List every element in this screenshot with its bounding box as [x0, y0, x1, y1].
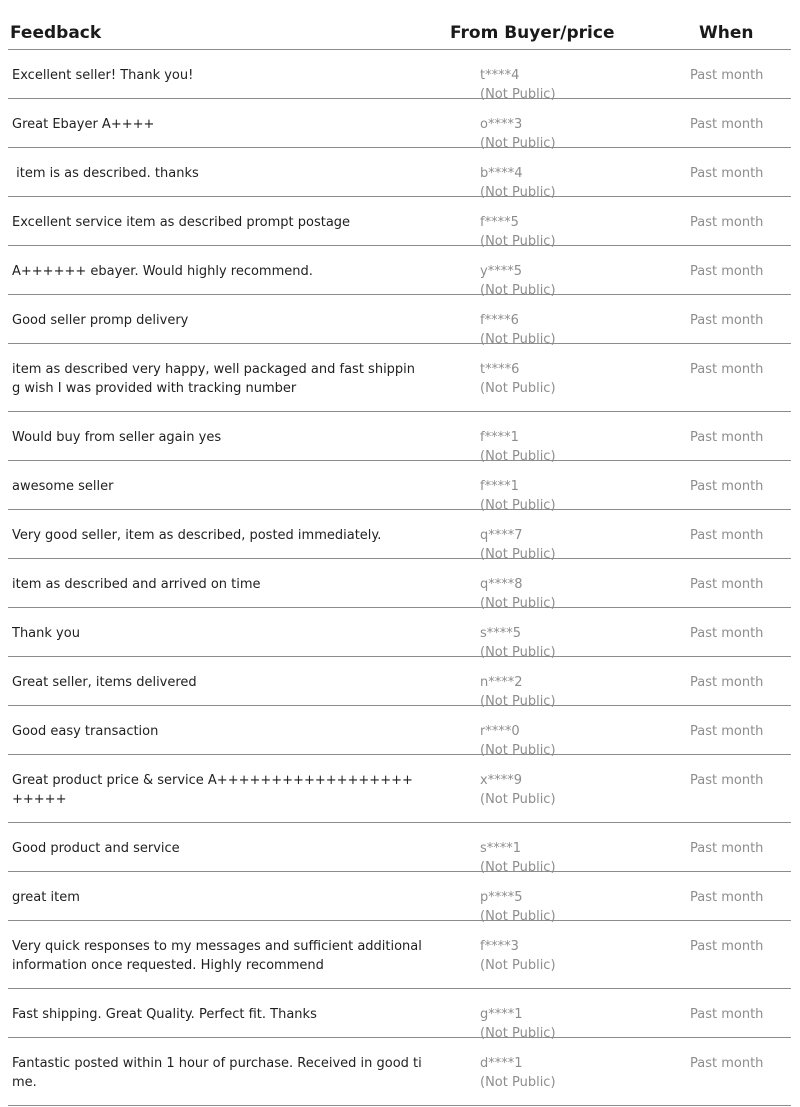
feedback-when: Past month: [690, 68, 764, 83]
buyer-id: n****2: [480, 675, 523, 690]
table-row: [8, 412, 791, 464]
buyer-visibility: (Not Public): [480, 743, 556, 758]
feedback-text: Great product price & service A+++++++++++++++++++++++: [12, 773, 413, 807]
feedback-when: Past month: [690, 1056, 764, 1071]
buyer-id: o****3: [480, 117, 523, 132]
buyer-id: b****4: [480, 166, 523, 181]
buyer-cell: [480, 771, 556, 809]
table-row: [8, 148, 791, 200]
column-header-feedback: Feedback: [10, 23, 102, 43]
feedback-text: Good seller promp delivery: [12, 313, 189, 328]
buyer-visibility: (Not Public): [480, 381, 556, 396]
feedback-text: Great Ebayer A++++: [12, 117, 155, 132]
buyer-visibility: (Not Public): [480, 332, 556, 347]
buyer-cell: [480, 937, 556, 975]
buyer-visibility: (Not Public): [480, 449, 556, 464]
table-row: [8, 657, 791, 709]
buyer-id: s****5: [480, 626, 522, 641]
feedback-when: Past month: [690, 675, 764, 690]
feedback-text: Would buy from seller again yes: [12, 430, 222, 445]
table-row: [8, 99, 791, 151]
feedback-when: Past month: [690, 430, 764, 445]
buyer-id: p****5: [480, 890, 523, 905]
feedback-when: Past month: [690, 939, 764, 954]
table-row: [8, 989, 791, 1041]
buyer-visibility: (Not Public): [480, 909, 556, 924]
table-row: [8, 246, 791, 298]
table-row: [8, 461, 791, 513]
column-header-from-buyer: From Buyer/price: [450, 23, 615, 43]
buyer-visibility: (Not Public): [480, 860, 556, 875]
buyer-id: f****1: [480, 479, 519, 494]
buyer-id: r****0: [480, 724, 520, 739]
feedback-when: Past month: [690, 841, 764, 856]
table-row: [8, 344, 791, 412]
feedback-text: Fantastic posted within 1 hour of purchase. Received in good time.: [12, 1056, 422, 1090]
feedback-text: Very good seller, item as described, posted immediately.: [12, 528, 382, 543]
feedback-when: Past month: [690, 626, 764, 641]
buyer-visibility: (Not Public): [480, 1075, 556, 1090]
feedback-text: awesome seller: [12, 479, 114, 494]
feedback-when: Past month: [690, 264, 764, 279]
feedback-when: Past month: [690, 479, 764, 494]
feedback-when: Past month: [690, 362, 764, 377]
buyer-visibility: (Not Public): [480, 596, 556, 611]
buyer-id: f****3: [480, 939, 519, 954]
feedback-text: item as described and arrived on time: [12, 577, 261, 592]
buyer-id: f****6: [480, 313, 519, 328]
buyer-id: q****8: [480, 577, 523, 592]
feedback-when: Past month: [690, 313, 764, 328]
buyer-id: s****1: [480, 841, 522, 856]
feedback-text: Excellent seller! Thank you!: [12, 68, 194, 83]
table-row: [8, 559, 791, 611]
table-row: [8, 823, 791, 875]
buyer-id: f****5: [480, 215, 519, 230]
feedback-when: Past month: [690, 773, 764, 788]
buyer-cell: [480, 1054, 556, 1092]
buyer-id: q****7: [480, 528, 523, 543]
feedback-when: Past month: [690, 1007, 764, 1022]
table-row: [8, 1038, 791, 1106]
buyer-id: t****6: [480, 362, 520, 377]
buyer-visibility: (Not Public): [480, 185, 556, 200]
table-row: [8, 608, 791, 660]
feedback-text: Good easy transaction: [12, 724, 159, 739]
buyer-visibility: (Not Public): [480, 1026, 556, 1041]
feedback-when: Past month: [690, 166, 764, 181]
buyer-id: f****1: [480, 430, 519, 445]
feedback-when: Past month: [690, 215, 764, 230]
table-row: [8, 295, 791, 347]
feedback-when: Past month: [690, 528, 764, 543]
buyer-visibility: (Not Public): [480, 792, 556, 807]
feedback-text: great item: [12, 890, 80, 905]
table-row: [8, 872, 791, 924]
buyer-visibility: (Not Public): [480, 958, 556, 973]
feedback-when: Past month: [690, 117, 764, 132]
buyer-id: x****9: [480, 773, 522, 788]
feedback-text: item is as described. thanks: [12, 166, 199, 181]
buyer-visibility: (Not Public): [480, 645, 556, 660]
table-row: [8, 755, 791, 823]
buyer-id: t****4: [480, 68, 520, 83]
feedback-table: [8, 0, 791, 1106]
feedback-when: Past month: [690, 724, 764, 739]
feedback-when: Past month: [690, 577, 764, 592]
feedback-text: Thank you: [12, 626, 80, 641]
feedback-text: Good product and service: [12, 841, 180, 856]
buyer-visibility: (Not Public): [480, 136, 556, 151]
buyer-visibility: (Not Public): [480, 498, 556, 513]
table-header: [8, 0, 791, 50]
table-row: [8, 197, 791, 249]
feedback-text: Excellent service item as described prompt postage: [12, 215, 351, 230]
buyer-visibility: (Not Public): [480, 694, 556, 709]
buyer-visibility: (Not Public): [480, 283, 556, 298]
table-row: [8, 510, 791, 562]
buyer-visibility: (Not Public): [480, 234, 556, 249]
buyer-id: g****1: [480, 1007, 523, 1022]
buyer-id: d****1: [480, 1056, 523, 1071]
table-row: [8, 921, 791, 989]
feedback-text: item as described very happy, well packaged and fast shipping wish I was provided with tracking number: [12, 362, 416, 396]
buyer-cell: [480, 360, 556, 398]
buyer-visibility: (Not Public): [480, 547, 556, 562]
table-row: [8, 50, 791, 102]
feedback-text: Very quick responses to my messages and sufficient additional information once requested. Highly recommend: [12, 939, 427, 973]
buyer-id: y****5: [480, 264, 522, 279]
feedback-when: Past month: [690, 890, 764, 905]
column-header-when: When: [699, 23, 754, 43]
buyer-visibility: (Not Public): [480, 87, 556, 102]
feedback-text: Great seller, items delivered: [12, 675, 197, 690]
table-row: [8, 706, 791, 758]
feedback-text: Fast shipping. Great Quality. Perfect fit. Thanks: [12, 1007, 317, 1022]
feedback-text: A++++++ ebayer. Would highly recommend.: [12, 264, 313, 279]
